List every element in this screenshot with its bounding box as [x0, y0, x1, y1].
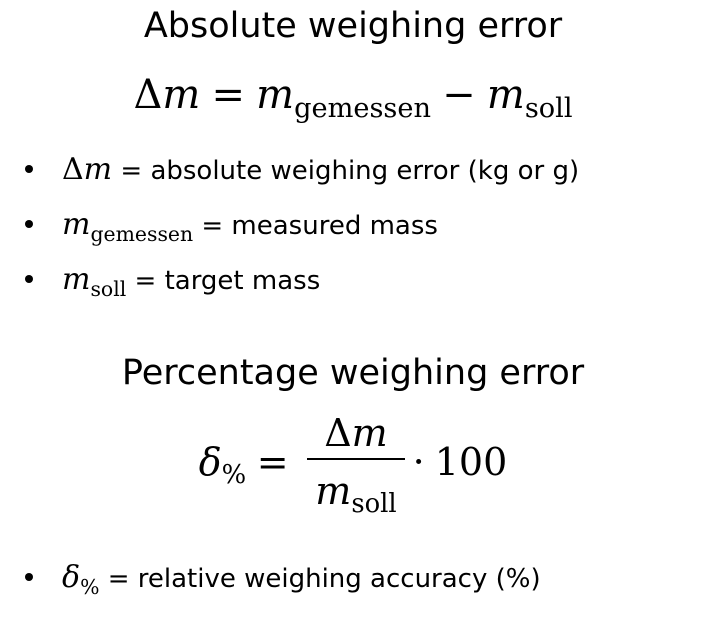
var-m: m	[256, 72, 295, 118]
definition-item-delta-m	[0, 152, 706, 210]
multiply-dot: ·	[412, 440, 425, 484]
formula-lhs	[198, 440, 247, 491]
fraction	[307, 411, 404, 520]
delta-symbol: Δ	[133, 72, 163, 118]
definition-text: = absolute weighing error (kg or g)	[112, 156, 580, 186]
bullet-dot-icon	[25, 573, 33, 581]
formula-percentage-error	[0, 411, 706, 520]
minus-sign: −	[442, 72, 476, 118]
definition-symbol: Δm	[62, 152, 113, 187]
definitions-list-percentage	[0, 560, 706, 603]
definition-symbol: $\delta_{\%}$	[62, 560, 100, 599]
heading-percentage-weighing-error: Percentage weighing error	[121, 353, 585, 393]
bullet-dot-icon	[25, 165, 33, 173]
equals-sign: =	[211, 72, 245, 118]
bullet-dot-icon	[25, 220, 33, 228]
factor-100: 100	[434, 440, 508, 484]
definition-text: = measured mass	[193, 211, 438, 241]
definition-text: = relative weighing accuracy (%)	[99, 564, 541, 594]
definition-item-m-gemessen	[0, 207, 706, 265]
subscript-gemessen: gemessen	[294, 92, 431, 124]
formula-absolute-error	[0, 72, 706, 124]
heading-absolute-weighing-error: Absolute weighing error	[143, 6, 563, 46]
subscript-soll: soll	[524, 92, 573, 124]
definitions-list-absolute	[0, 152, 706, 320]
bullet-dot-icon	[25, 275, 33, 283]
var-m: m	[162, 72, 201, 118]
var-m: m	[486, 72, 525, 118]
fraction-denominator: $m_{soll}$	[315, 469, 397, 520]
definition-symbol: $m_{soll}$	[62, 262, 127, 301]
subscript-percent: %	[221, 460, 247, 491]
var-delta: δ	[198, 440, 222, 484]
definition-text: = target mass	[126, 266, 321, 296]
definition-symbol: $m_{gemessen}$	[62, 207, 194, 246]
fraction-numerator: Δm	[324, 411, 388, 455]
definition-item-delta-percent	[0, 560, 706, 603]
definition-item-m-soll	[0, 262, 706, 320]
equals-sign: =	[256, 440, 289, 484]
